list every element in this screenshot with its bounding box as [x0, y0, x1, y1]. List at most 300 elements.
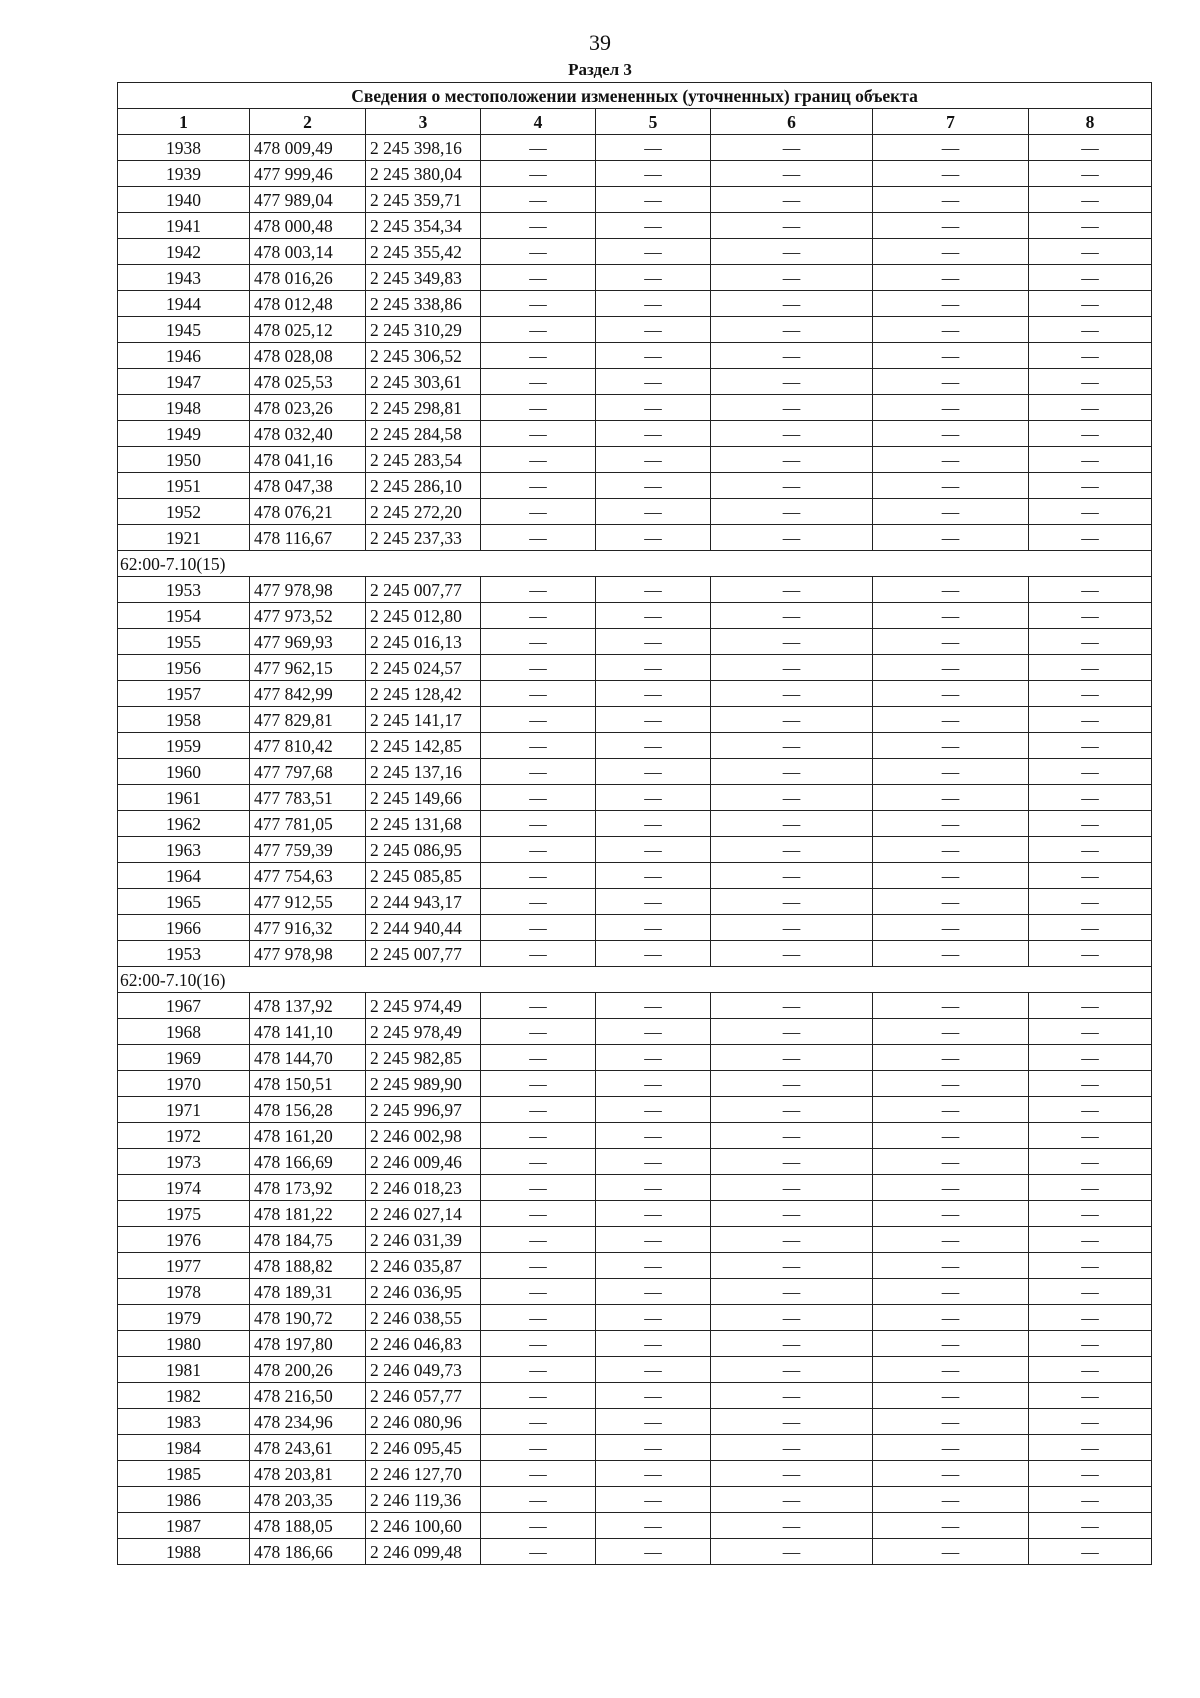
empty-value-cell: —: [1029, 629, 1152, 655]
empty-value-cell: —: [481, 1253, 596, 1279]
empty-value-cell: —: [1029, 161, 1152, 187]
coordinate-x-cell: 478 166,69: [250, 1149, 366, 1175]
empty-value-cell: —: [1029, 135, 1152, 161]
point-number-cell: 1962: [118, 811, 250, 837]
empty-value-cell: —: [1029, 1383, 1152, 1409]
coordinate-y-cell: 2 245 128,42: [366, 681, 481, 707]
empty-value-cell: —: [711, 161, 873, 187]
empty-value-cell: —: [1029, 759, 1152, 785]
empty-value-cell: —: [481, 525, 596, 551]
empty-value-cell: —: [596, 1539, 711, 1565]
empty-value-cell: —: [596, 135, 711, 161]
empty-value-cell: —: [1029, 889, 1152, 915]
coordinate-y-cell: 2 245 306,52: [366, 343, 481, 369]
table-row: [118, 187, 1152, 213]
empty-value-cell: —: [596, 499, 711, 525]
empty-value-cell: —: [711, 1253, 873, 1279]
coordinate-x-cell: 478 161,20: [250, 1123, 366, 1149]
empty-value-cell: —: [596, 655, 711, 681]
point-number-cell: 1958: [118, 707, 250, 733]
empty-value-cell: —: [596, 707, 711, 733]
empty-value-cell: —: [1029, 1331, 1152, 1357]
point-number-cell: 1945: [118, 317, 250, 343]
empty-value-cell: —: [873, 759, 1029, 785]
empty-value-cell: —: [596, 1513, 711, 1539]
coordinate-y-cell: 2 246 046,83: [366, 1331, 481, 1357]
empty-value-cell: —: [596, 265, 711, 291]
table-row: [118, 915, 1152, 941]
coordinate-y-cell: 2 246 038,55: [366, 1305, 481, 1331]
table-row: [118, 629, 1152, 655]
table-row: [118, 603, 1152, 629]
coordinate-x-cell: 478 003,14: [250, 239, 366, 265]
point-number-cell: 1974: [118, 1175, 250, 1201]
empty-value-cell: —: [711, 733, 873, 759]
empty-value-cell: —: [711, 1201, 873, 1227]
empty-value-cell: —: [1029, 1305, 1152, 1331]
empty-value-cell: —: [873, 1045, 1029, 1071]
coordinate-x-cell: 478 188,82: [250, 1253, 366, 1279]
coordinate-x-cell: 478 190,72: [250, 1305, 366, 1331]
coordinate-x-cell: 478 009,49: [250, 135, 366, 161]
empty-value-cell: —: [873, 343, 1029, 369]
empty-value-cell: —: [481, 1097, 596, 1123]
point-number-cell: 1976: [118, 1227, 250, 1253]
empty-value-cell: —: [481, 265, 596, 291]
empty-value-cell: —: [481, 421, 596, 447]
table-row: [118, 1279, 1152, 1305]
empty-value-cell: —: [481, 447, 596, 473]
empty-value-cell: —: [596, 681, 711, 707]
table-row: [118, 1253, 1152, 1279]
empty-value-cell: —: [711, 1409, 873, 1435]
empty-value-cell: —: [596, 1331, 711, 1357]
table-row: [118, 785, 1152, 811]
empty-value-cell: —: [873, 1539, 1029, 1565]
coordinate-x-cell: 478 234,96: [250, 1409, 366, 1435]
empty-value-cell: —: [481, 291, 596, 317]
section-title: Раздел 3: [568, 60, 632, 79]
empty-value-cell: —: [481, 1513, 596, 1539]
empty-value-cell: —: [481, 1123, 596, 1149]
empty-value-cell: —: [481, 1227, 596, 1253]
table-row: [118, 213, 1152, 239]
empty-value-cell: —: [596, 473, 711, 499]
empty-value-cell: —: [1029, 187, 1152, 213]
empty-value-cell: —: [596, 213, 711, 239]
coordinate-x-cell: 478 243,61: [250, 1435, 366, 1461]
empty-value-cell: —: [873, 291, 1029, 317]
coordinate-x-cell: 477 978,98: [250, 941, 366, 967]
empty-value-cell: —: [481, 577, 596, 603]
coordinate-x-cell: 477 912,55: [250, 889, 366, 915]
table-row: [118, 291, 1152, 317]
coordinate-y-cell: 2 245 016,13: [366, 629, 481, 655]
coordinate-x-cell: 478 025,12: [250, 317, 366, 343]
table-row: [118, 1019, 1152, 1045]
coordinate-y-cell: 2 246 027,14: [366, 1201, 481, 1227]
table-row: [118, 1201, 1152, 1227]
empty-value-cell: —: [481, 1149, 596, 1175]
coordinate-y-cell: 2 245 286,10: [366, 473, 481, 499]
empty-value-cell: —: [481, 473, 596, 499]
empty-value-cell: —: [481, 1357, 596, 1383]
empty-value-cell: —: [1029, 603, 1152, 629]
empty-value-cell: —: [1029, 681, 1152, 707]
empty-value-cell: —: [596, 889, 711, 915]
point-number-cell: 1987: [118, 1513, 250, 1539]
empty-value-cell: —: [481, 733, 596, 759]
table-row: [118, 863, 1152, 889]
table-row: [118, 1461, 1152, 1487]
coordinate-y-cell: 2 245 007,77: [366, 941, 481, 967]
point-number-cell: 1953: [118, 577, 250, 603]
coordinate-x-cell: 477 978,98: [250, 577, 366, 603]
empty-value-cell: —: [596, 395, 711, 421]
coordinate-x-cell: 477 783,51: [250, 785, 366, 811]
column-header: 3: [366, 109, 481, 135]
empty-value-cell: —: [1029, 1539, 1152, 1565]
empty-value-cell: —: [711, 811, 873, 837]
empty-value-cell: —: [481, 499, 596, 525]
empty-value-cell: —: [1029, 577, 1152, 603]
empty-value-cell: —: [1029, 265, 1152, 291]
empty-value-cell: —: [873, 785, 1029, 811]
coordinate-y-cell: 2 245 398,16: [366, 135, 481, 161]
point-number-cell: 1967: [118, 993, 250, 1019]
empty-value-cell: —: [711, 837, 873, 863]
empty-value-cell: —: [1029, 1175, 1152, 1201]
empty-value-cell: —: [596, 187, 711, 213]
empty-value-cell: —: [873, 161, 1029, 187]
empty-value-cell: —: [481, 1383, 596, 1409]
empty-value-cell: —: [596, 1149, 711, 1175]
table-row: [118, 733, 1152, 759]
coordinate-x-cell: 477 754,63: [250, 863, 366, 889]
table-row: [118, 1175, 1152, 1201]
empty-value-cell: —: [481, 603, 596, 629]
coordinate-x-cell: 478 188,05: [250, 1513, 366, 1539]
column-header: 7: [873, 109, 1029, 135]
empty-value-cell: —: [596, 317, 711, 343]
point-number-cell: 1953: [118, 941, 250, 967]
coordinate-y-cell: 2 245 141,17: [366, 707, 481, 733]
empty-value-cell: —: [873, 1175, 1029, 1201]
coordinate-y-cell: 2 245 355,42: [366, 239, 481, 265]
empty-value-cell: —: [711, 1487, 873, 1513]
table-row: [118, 265, 1152, 291]
coordinate-x-cell: 478 197,80: [250, 1331, 366, 1357]
empty-value-cell: —: [596, 1123, 711, 1149]
point-number-cell: 1983: [118, 1409, 250, 1435]
empty-value-cell: —: [596, 1045, 711, 1071]
coordinate-y-cell: 2 245 349,83: [366, 265, 481, 291]
empty-value-cell: —: [596, 1201, 711, 1227]
column-header: 4: [481, 109, 596, 135]
coordinate-y-cell: 2 244 943,17: [366, 889, 481, 915]
coordinate-x-cell: 478 203,81: [250, 1461, 366, 1487]
empty-value-cell: —: [481, 1487, 596, 1513]
empty-value-cell: —: [481, 811, 596, 837]
group-row: [118, 967, 1152, 993]
empty-value-cell: —: [1029, 837, 1152, 863]
group-row: [118, 551, 1152, 577]
empty-value-cell: —: [596, 161, 711, 187]
empty-value-cell: —: [481, 993, 596, 1019]
empty-value-cell: —: [711, 785, 873, 811]
empty-value-cell: —: [873, 239, 1029, 265]
empty-value-cell: —: [1029, 915, 1152, 941]
table-row: [118, 811, 1152, 837]
empty-value-cell: —: [481, 187, 596, 213]
coordinate-y-cell: 2 246 002,98: [366, 1123, 481, 1149]
empty-value-cell: —: [1029, 1461, 1152, 1487]
empty-value-cell: —: [873, 1071, 1029, 1097]
empty-value-cell: —: [873, 1513, 1029, 1539]
empty-value-cell: —: [596, 1253, 711, 1279]
coordinate-y-cell: 2 245 085,85: [366, 863, 481, 889]
coordinate-y-cell: 2 245 237,33: [366, 525, 481, 551]
coordinate-y-cell: 2 246 080,96: [366, 1409, 481, 1435]
point-number-cell: 1950: [118, 447, 250, 473]
empty-value-cell: —: [873, 187, 1029, 213]
table-row: [118, 1045, 1152, 1071]
empty-value-cell: —: [1029, 421, 1152, 447]
empty-value-cell: —: [596, 421, 711, 447]
coordinate-x-cell: 477 973,52: [250, 603, 366, 629]
point-number-cell: 1941: [118, 213, 250, 239]
empty-value-cell: —: [873, 1227, 1029, 1253]
table-row: [118, 1097, 1152, 1123]
empty-value-cell: —: [711, 135, 873, 161]
empty-value-cell: —: [873, 863, 1029, 889]
empty-value-cell: —: [873, 1123, 1029, 1149]
point-number-cell: 1959: [118, 733, 250, 759]
coordinate-y-cell: 2 245 354,34: [366, 213, 481, 239]
coordinate-y-cell: 2 245 283,54: [366, 447, 481, 473]
empty-value-cell: —: [873, 889, 1029, 915]
table-row: [118, 655, 1152, 681]
table-row: [118, 1071, 1152, 1097]
empty-value-cell: —: [873, 811, 1029, 837]
table-row: [118, 239, 1152, 265]
empty-value-cell: —: [596, 525, 711, 551]
point-number-cell: 1968: [118, 1019, 250, 1045]
table-row: [118, 369, 1152, 395]
coordinate-y-cell: 2 244 940,44: [366, 915, 481, 941]
table-row: [118, 941, 1152, 967]
empty-value-cell: —: [1029, 785, 1152, 811]
empty-value-cell: —: [596, 577, 711, 603]
empty-value-cell: —: [711, 1357, 873, 1383]
empty-value-cell: —: [711, 187, 873, 213]
coordinate-x-cell: 478 181,22: [250, 1201, 366, 1227]
empty-value-cell: —: [873, 993, 1029, 1019]
empty-value-cell: —: [711, 1019, 873, 1045]
coordinate-x-cell: 478 184,75: [250, 1227, 366, 1253]
coordinate-y-cell: 2 246 049,73: [366, 1357, 481, 1383]
coordinate-x-cell: 477 969,93: [250, 629, 366, 655]
empty-value-cell: —: [596, 1097, 711, 1123]
coordinate-y-cell: 2 245 149,66: [366, 785, 481, 811]
table-row: [118, 759, 1152, 785]
empty-value-cell: —: [711, 291, 873, 317]
empty-value-cell: —: [481, 785, 596, 811]
coordinate-y-cell: 2 245 982,85: [366, 1045, 481, 1071]
coordinate-y-cell: 2 246 035,87: [366, 1253, 481, 1279]
coordinate-y-cell: 2 245 303,61: [366, 369, 481, 395]
coordinate-y-cell: 2 246 036,95: [366, 1279, 481, 1305]
empty-value-cell: —: [711, 369, 873, 395]
empty-value-cell: —: [873, 1201, 1029, 1227]
coordinate-y-cell: 2 245 137,16: [366, 759, 481, 785]
empty-value-cell: —: [481, 239, 596, 265]
empty-value-cell: —: [596, 759, 711, 785]
empty-value-cell: —: [711, 473, 873, 499]
group-label: 62:00-7.10(16): [118, 967, 1152, 993]
point-number-cell: 1939: [118, 161, 250, 187]
coordinate-y-cell: 2 245 310,29: [366, 317, 481, 343]
empty-value-cell: —: [1029, 1357, 1152, 1383]
empty-value-cell: —: [711, 525, 873, 551]
point-number-cell: 1960: [118, 759, 250, 785]
coordinate-y-cell: 2 245 359,71: [366, 187, 481, 213]
table-row: [118, 343, 1152, 369]
empty-value-cell: —: [873, 1097, 1029, 1123]
column-header: 8: [1029, 109, 1152, 135]
empty-value-cell: —: [1029, 1045, 1152, 1071]
coordinate-y-cell: 2 245 996,97: [366, 1097, 481, 1123]
point-number-cell: 1946: [118, 343, 250, 369]
empty-value-cell: —: [1029, 1149, 1152, 1175]
empty-value-cell: —: [481, 317, 596, 343]
empty-value-cell: —: [596, 1071, 711, 1097]
empty-value-cell: —: [596, 1279, 711, 1305]
empty-value-cell: —: [711, 655, 873, 681]
empty-value-cell: —: [481, 681, 596, 707]
coordinate-y-cell: 2 245 284,58: [366, 421, 481, 447]
empty-value-cell: —: [481, 161, 596, 187]
table-row: [118, 707, 1152, 733]
empty-value-cell: —: [596, 603, 711, 629]
coordinate-y-cell: 2 246 031,39: [366, 1227, 481, 1253]
empty-value-cell: —: [711, 863, 873, 889]
empty-value-cell: —: [711, 1045, 873, 1071]
empty-value-cell: —: [711, 1539, 873, 1565]
point-number-cell: 1978: [118, 1279, 250, 1305]
table-row: [118, 1539, 1152, 1565]
empty-value-cell: —: [873, 1383, 1029, 1409]
empty-value-cell: —: [596, 863, 711, 889]
empty-value-cell: —: [596, 837, 711, 863]
empty-value-cell: —: [873, 265, 1029, 291]
empty-value-cell: —: [873, 577, 1029, 603]
empty-value-cell: —: [873, 1019, 1029, 1045]
point-number-cell: 1965: [118, 889, 250, 915]
empty-value-cell: —: [481, 629, 596, 655]
empty-value-cell: —: [1029, 1123, 1152, 1149]
coordinate-x-cell: 478 025,53: [250, 369, 366, 395]
coordinate-y-cell: 2 245 380,04: [366, 161, 481, 187]
empty-value-cell: —: [873, 629, 1029, 655]
coordinate-x-cell: 477 829,81: [250, 707, 366, 733]
empty-value-cell: —: [1029, 1513, 1152, 1539]
coordinate-x-cell: 478 012,48: [250, 291, 366, 317]
empty-value-cell: —: [1029, 447, 1152, 473]
empty-value-cell: —: [481, 1305, 596, 1331]
empty-value-cell: —: [596, 1019, 711, 1045]
empty-value-cell: —: [711, 707, 873, 733]
empty-value-cell: —: [873, 395, 1029, 421]
coordinate-y-cell: 2 245 272,20: [366, 499, 481, 525]
empty-value-cell: —: [1029, 291, 1152, 317]
point-number-cell: 1969: [118, 1045, 250, 1071]
table-row: [118, 317, 1152, 343]
empty-value-cell: —: [481, 707, 596, 733]
point-number-cell: 1943: [118, 265, 250, 291]
empty-value-cell: —: [481, 343, 596, 369]
empty-value-cell: —: [1029, 1071, 1152, 1097]
empty-value-cell: —: [873, 707, 1029, 733]
coordinate-y-cell: 2 245 024,57: [366, 655, 481, 681]
point-number-cell: 1951: [118, 473, 250, 499]
empty-value-cell: —: [596, 1487, 711, 1513]
point-number-cell: 1980: [118, 1331, 250, 1357]
point-number-cell: 1938: [118, 135, 250, 161]
empty-value-cell: —: [1029, 655, 1152, 681]
empty-value-cell: —: [1029, 343, 1152, 369]
coordinate-x-cell: 477 797,68: [250, 759, 366, 785]
coordinate-y-cell: 2 246 009,46: [366, 1149, 481, 1175]
empty-value-cell: —: [481, 1331, 596, 1357]
empty-value-cell: —: [596, 1227, 711, 1253]
empty-value-cell: —: [711, 447, 873, 473]
point-number-cell: 1966: [118, 915, 250, 941]
empty-value-cell: —: [481, 369, 596, 395]
coordinate-y-cell: 2 246 018,23: [366, 1175, 481, 1201]
empty-value-cell: —: [711, 1305, 873, 1331]
empty-value-cell: —: [596, 1409, 711, 1435]
point-number-cell: 1985: [118, 1461, 250, 1487]
empty-value-cell: —: [873, 525, 1029, 551]
coordinate-x-cell: 478 032,40: [250, 421, 366, 447]
coordinate-x-cell: 477 810,42: [250, 733, 366, 759]
table-row: [118, 1409, 1152, 1435]
empty-value-cell: —: [596, 1305, 711, 1331]
empty-value-cell: —: [481, 1279, 596, 1305]
empty-value-cell: —: [481, 1409, 596, 1435]
point-number-cell: 1949: [118, 421, 250, 447]
point-number-cell: 1970: [118, 1071, 250, 1097]
point-number-cell: 1947: [118, 369, 250, 395]
empty-value-cell: —: [596, 941, 711, 967]
coordinate-y-cell: 2 246 057,77: [366, 1383, 481, 1409]
point-number-cell: 1921: [118, 525, 250, 551]
point-number-cell: 1944: [118, 291, 250, 317]
empty-value-cell: —: [1029, 473, 1152, 499]
table-row: [118, 1513, 1152, 1539]
coordinate-y-cell: 2 246 119,36: [366, 1487, 481, 1513]
empty-value-cell: —: [873, 1149, 1029, 1175]
empty-value-cell: —: [873, 1409, 1029, 1435]
coordinate-x-cell: 478 023,26: [250, 395, 366, 421]
point-number-cell: 1982: [118, 1383, 250, 1409]
empty-value-cell: —: [873, 837, 1029, 863]
empty-value-cell: —: [596, 369, 711, 395]
coordinate-x-cell: 478 041,16: [250, 447, 366, 473]
empty-value-cell: —: [873, 369, 1029, 395]
empty-value-cell: —: [481, 1201, 596, 1227]
